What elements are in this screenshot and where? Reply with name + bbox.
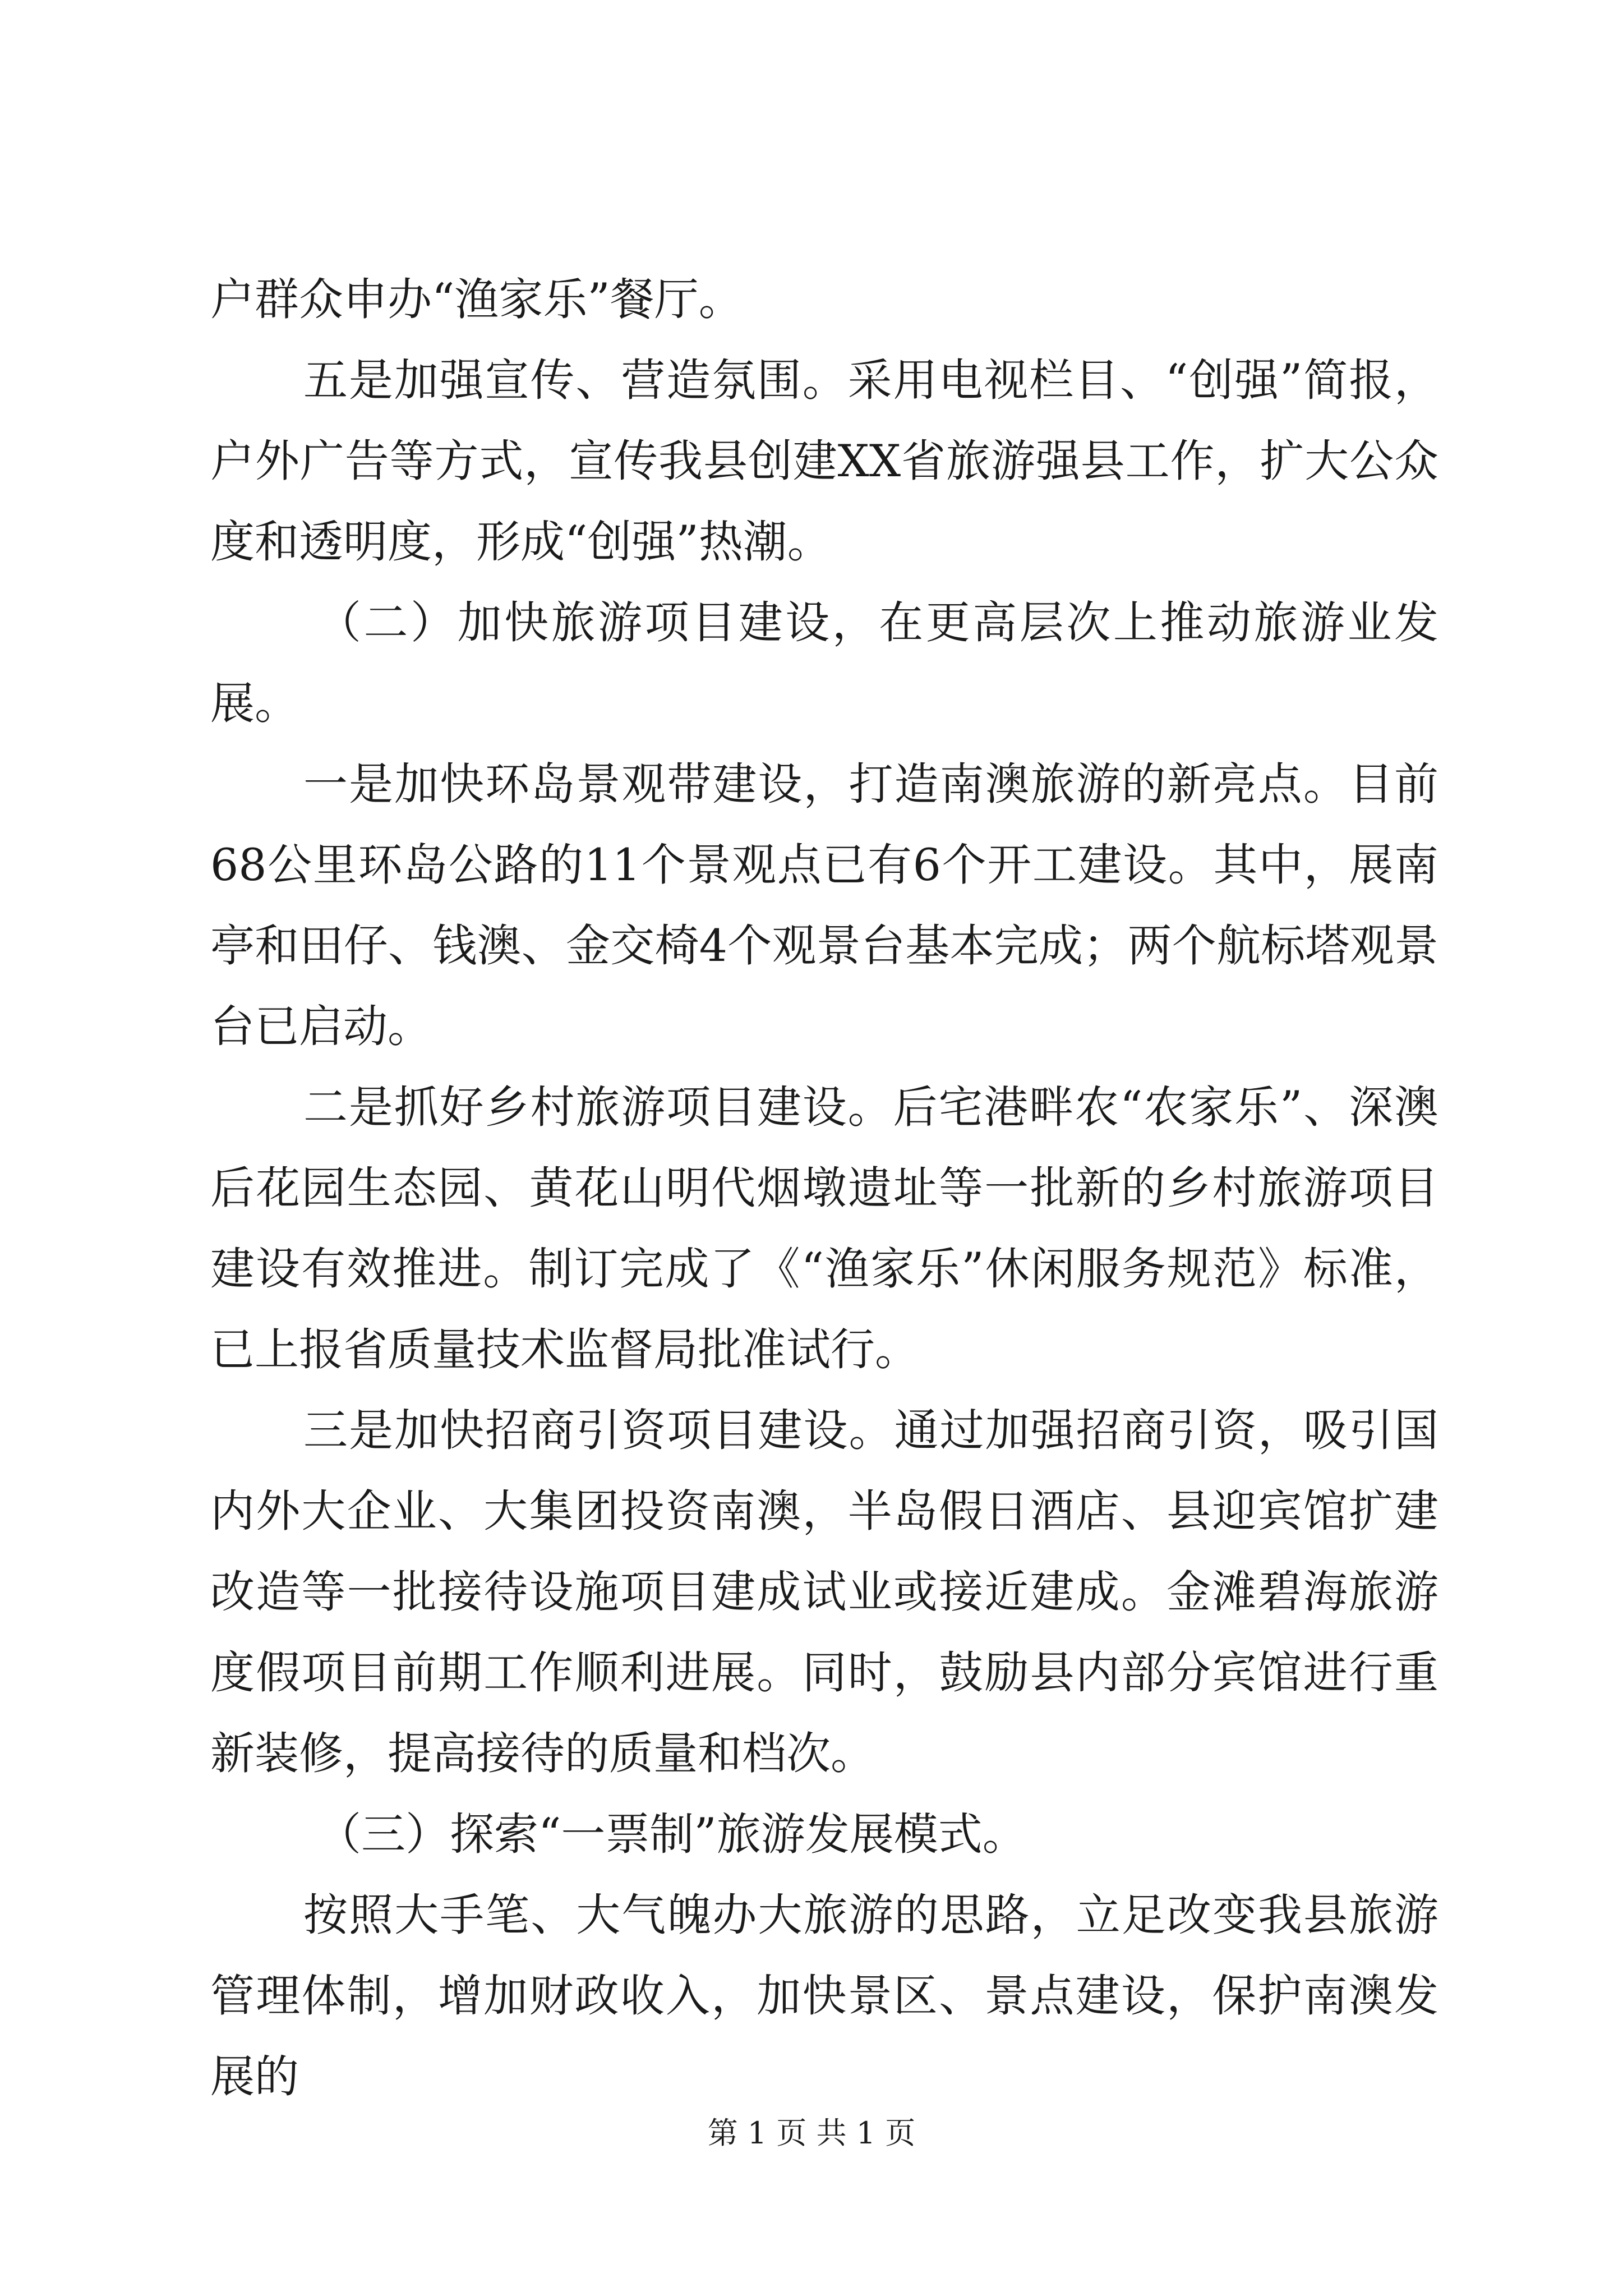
paragraph-publicity: 五是加强宣传、营造氛围。采用电视栏目、“创强”简报，户外广告等方式，宣传我县创建XX省旅游强县工作，扩大公众度和透明度，形成“创强”热潮。 xyxy=(210,355,1438,568)
paragraph-investment: 三是加快招商引资项目建设。通过加强招商引资，吸引国内外大企业、大集团投资南澳，半岛假日酒店、县迎宾馆扩建改造等一批接待设施项目建成试业或接近建成。金滩碧海旅游度假项目前期工作顺利进展。同时，鼓励县内部分宾馆进行重新装修，提高接待的质量和档次。 xyxy=(210,1405,1438,1779)
document-body xyxy=(210,259,1438,2117)
page-number-footer: 第 1 页 共 1 页 xyxy=(707,2115,916,2151)
paragraph-rural-tourism: 二是抓好乡村旅游项目建设。后宅港畔农“农家乐”、深澳后花园生态园、黄花山明代烟墩遗址等一批新的乡村旅游项目建设有效推进。制订完成了《“渔家乐”休闲服务规范》标准，已上报省质量技术监督局批准试行。 xyxy=(210,1082,1438,1375)
section-heading-2: （二）加快旅游项目建设，在更高层次上推动旅游业发展。 xyxy=(210,597,1438,729)
paragraph-island-landscape: 一是加快环岛景观带建设，打造南澳旅游的新亮点。目前68公里环岛公路的11个景观点已有6个开工建设。其中，展南亭和田仔、钱澳、金交椅4个观景台基本完成；两个航标塔观景台已启动。 xyxy=(210,758,1438,1052)
paragraph-one-ticket: 按照大手笔、大气魄办大旅游的思路，立足改变我县旅游管理体制，增加财政收入，加快景区、景点建设，保护南澳发展的 xyxy=(210,1889,1438,2102)
paragraph-continuation: 户群众申办“渔家乐”餐厅。 xyxy=(210,274,743,325)
section-heading-3: （三）探索“一票制”旅游发展模式。 xyxy=(317,1809,1027,1860)
